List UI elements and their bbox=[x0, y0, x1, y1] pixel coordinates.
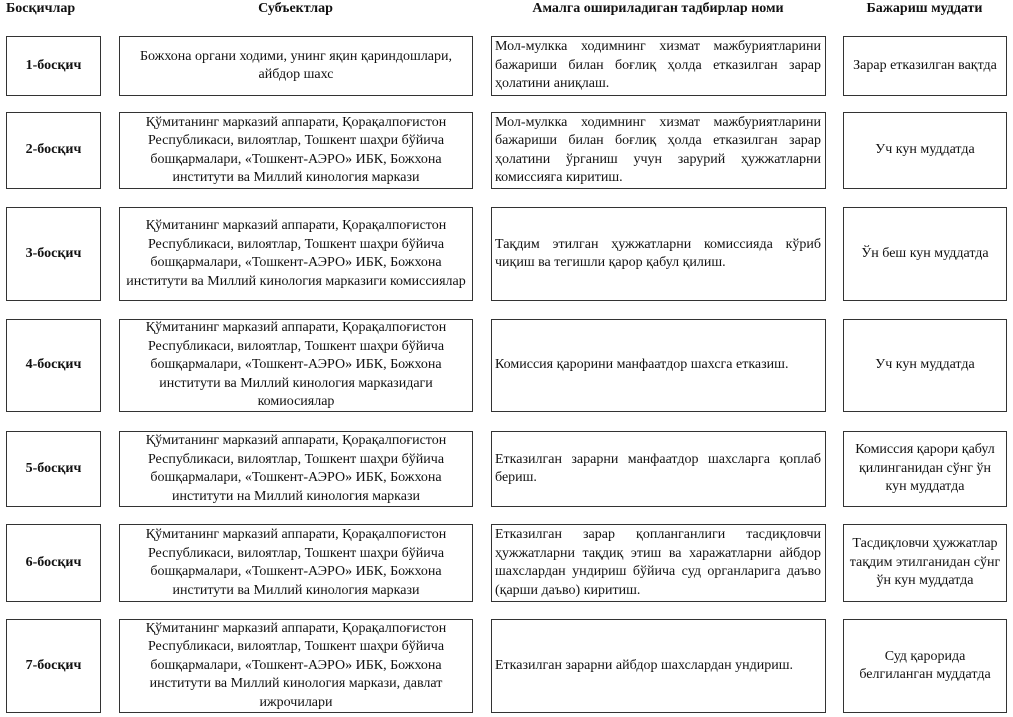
action-text: Тақдим этилган ҳужжатларни комиссияда кўриб чиқиш ва тегишли қарор қабул қилиш. bbox=[495, 236, 821, 270]
deadline-box bbox=[843, 319, 1007, 412]
subjects-box bbox=[119, 619, 473, 713]
deadline-text: Зарар етказилган вақтда bbox=[853, 57, 997, 73]
deadline-box bbox=[843, 112, 1007, 189]
subjects-box bbox=[119, 524, 473, 602]
action-text: Мол-мулкка ходимнинг хизмат мажбуриятларини бажариши билан боғлиқ ҳолда етказилган зарар ҳолатини ўрганиш учун зарурий ҳужжатларни комиссияга киритиш. bbox=[495, 114, 821, 185]
stage-box bbox=[6, 319, 101, 412]
action-box bbox=[491, 619, 826, 713]
stage-label: 5-босқич bbox=[25, 460, 82, 476]
deadline-text: Суд қарорида белгиланган муддатда bbox=[859, 648, 991, 682]
subjects-box bbox=[119, 431, 473, 507]
stage-label: 4-босқич bbox=[25, 357, 82, 373]
subjects-text: Қўмитанинг марказий аппарати, Қорақалпоғистон Республикаси, вилоятлар, Тошкент шаҳри бўйича бошқармалари, «Тошкент-АЭРО» ИБК, Божхона институти на Миллий кинология маркази bbox=[145, 433, 447, 504]
stage-box bbox=[6, 431, 101, 507]
header-deadline: Бажариш муддати bbox=[866, 1, 983, 16]
deadline-text: Комиссия қарори қабул қилинганидан сўнг ўн кун муддатда bbox=[855, 442, 995, 495]
stage-box bbox=[6, 524, 101, 602]
action-text: Мол-мулкка ходимнинг хизмат мажбуриятларини бажариши билан боғлиқ ҳолда етказилган зарар ҳолатини аниқлаш. bbox=[495, 39, 821, 92]
action-text: Етказилган зарар қопланганлиги тасдиқловчи ҳужжатларни тақдиқ этиш ва харажатларни айбдор шахслардан ундириш бўйича суд органларига даъво (қарши даъво) киритиш. bbox=[495, 527, 821, 598]
subjects-box bbox=[119, 319, 473, 412]
action-box bbox=[491, 207, 826, 301]
action-text: Етказилган зарарни айбдор шахслардан ундириш. bbox=[495, 657, 794, 673]
subjects-text: Қўмитанинг марказий аппарати, Қорақалпоғистон Республикаси, вилоятлар, Тошкент шаҳри бўйича бошқармалари, «Тошкент-АЭРО» ИБК, Божхона институти ва Миллий кинология марказиги комиссиялар bbox=[126, 218, 466, 289]
header-subjects: Субъектлар bbox=[258, 1, 333, 16]
action-box bbox=[491, 112, 826, 189]
subjects-text: Қўмитанинг марказий аппарати, Қорақалпоғистон Республикаси, вилоятлар, Тошкент шаҳри бўйича бошқармалари, «Тошкент-АЭРО» ИБК, Божхона институти ва Миллий кинология марказидаги комиосиялар bbox=[145, 320, 447, 410]
header-stages: Босқичлар bbox=[6, 1, 76, 16]
stage-label: 2-босқич bbox=[25, 142, 82, 158]
stage-box bbox=[6, 207, 101, 301]
stage-label: 1-босқич bbox=[25, 57, 82, 73]
stage-box bbox=[6, 619, 101, 713]
stage-label: 7-босқич bbox=[25, 657, 82, 673]
subjects-text: Қўмитанинг марказий аппарати, Қорақалпоғистон Республикаси, вилоятлар, Тошкент шаҳри бўйича бошқармалари, «Тошкент-АЭРО» ИБК, Божхона институти ва Миллий кинология маркази bbox=[145, 114, 447, 185]
stage-label: 6-босқич bbox=[25, 554, 82, 570]
deadline-box bbox=[843, 431, 1007, 507]
action-box bbox=[491, 524, 826, 602]
deadline-box bbox=[843, 36, 1007, 96]
action-text: Етказилган зарарни манфаатдор шахсларга қоплаб бериш. bbox=[495, 451, 821, 485]
subjects-box bbox=[119, 36, 473, 96]
deadline-box bbox=[843, 619, 1007, 713]
action-text: Комиссия қарорини манфаатдор шахсга етказиш. bbox=[495, 357, 789, 373]
subjects-text: Божхона органи ходими, унинг яқин қариндошлари, айбдор шахс bbox=[139, 48, 453, 82]
header-actions: Амалга ошириладиган тадбирлар номи bbox=[532, 1, 784, 16]
subjects-text: Қўмитанинг марказий аппарати, Қорақалпоғистон Республикаси, вилоятлар, Тошкент шаҳри бўйича бошқармалари, «Тошкент-АЭРО» ИБК, Божхона институти ва Миллий кинология маркази bbox=[145, 527, 447, 598]
subjects-text: Қўмитанинг марказий аппарати, Қорақалпоғистон Республикаси, вилоятлар, Тошкент шаҳри бўйича бошқармалари, «Тошкент-АЭРО» ИБК, Божхона институти ва Миллий кинология маркази, давлат ижрочилари bbox=[145, 620, 447, 710]
deadline-text: Ўн беш кун муддатда bbox=[861, 245, 989, 261]
stage-box bbox=[6, 112, 101, 189]
deadline-text: Уч кун муддатда bbox=[875, 142, 975, 158]
subjects-box bbox=[119, 207, 473, 301]
deadline-text: Уч кун муддатда bbox=[875, 357, 975, 373]
action-box bbox=[491, 431, 826, 507]
stage-label: 3-босқич bbox=[25, 245, 82, 261]
stage-box bbox=[6, 36, 101, 96]
subjects-box bbox=[119, 112, 473, 189]
action-box bbox=[491, 36, 826, 96]
deadline-text: Тасдиқловчи ҳужжатлар тақдим этилганидан сўнг ўн кун муддатда bbox=[849, 536, 1001, 589]
deadline-box bbox=[843, 524, 1007, 602]
action-box bbox=[491, 319, 826, 412]
deadline-box bbox=[843, 207, 1007, 301]
